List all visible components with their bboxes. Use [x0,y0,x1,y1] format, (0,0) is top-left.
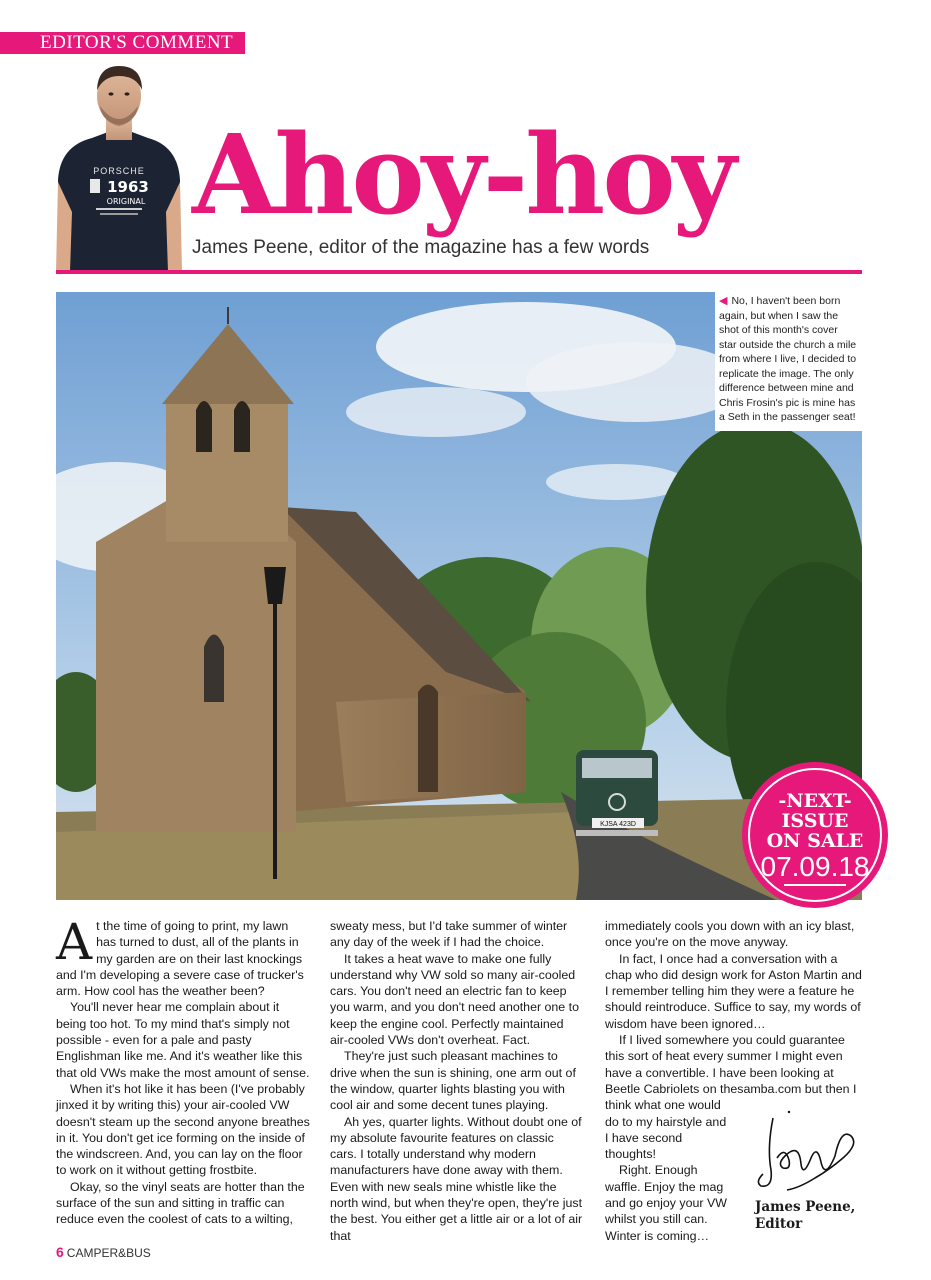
article-paragraph: When it's hot like it has been (I've probably jinxed it by writing this) your air-cooled VW doesn't steam up the second anyone breathes in it. You don't get ice forming on the inside of the windscreen. And, you can lay on the floor to work on it without getting frostbite. [56,1081,310,1178]
page-number: 6 [56,1244,64,1260]
article-narrow-block [605,1097,730,1244]
shirt-tagline: ORIGINAL [106,197,146,206]
standfirst: James Peene, editor of the magazine has a few words [192,237,650,258]
shirt-year: 1963 [107,178,149,196]
caption-pointer-icon: ◀ [719,295,728,307]
editor-signature [755,1108,865,1198]
page-folio [56,1244,151,1260]
photo-caption-text: No, I haven't been born again, but when I saw the shot of this month's cover star outside the church a mile from where I live, I decided to replicate the image. The only difference between mine and Chris Frosin's pic is mine has a Seth in the passenger seat! [719,295,857,423]
magazine-name: CAMPER&BUS [66,1246,151,1260]
article-paragraph: immediately cools you down with an icy blast, once you're on the move anyway. [605,919,855,950]
article-column-1 [56,913,310,1228]
title-rule [56,270,862,274]
drop-cap: A [56,913,93,971]
paragraph-text: t the time of going to print, my lawn has turned to dust, all of the plants in my garden are on their last knockings and I'm developing a severe case of trucker's arm. How cool has the weather been? [56,919,304,999]
article-paragraph: You'll never hear me complain about it being too hot. To my mind that's simply not possible - even for a pale and pasty Englishman like me. And it's weather like this that old VWs make the most amount of sense. [56,1000,310,1080]
signoff [755,1199,855,1233]
article-paragraph: It takes a heat wave to make one fully understand why VW sold so many air-cooled cars. You don't need an electric fan to keep you warm, and you don't need another one to keep the engine cool. Perfectly maintained air-cooled VWs don't overheat. Fact. [330,951,579,1048]
article-paragraph: In fact, I once had a conversation with a chap who did design work for Aston Martin and I remember telling him they were a feature he should reintroduce. Suffice to say, my words of wisdom have been ignored… [605,951,862,1031]
page-title: Ahoy-hoy [192,110,734,239]
badge-line-next: -NEXT- [778,790,852,812]
next-issue-badge [742,762,888,908]
editor-portrait [56,62,182,272]
signoff-role: Editor [755,1216,803,1232]
article-paragraph: They're just such pleasant machines to drive when the sun is shining, one arm out of the window, quarter lights blasting you with cool air and some decent tunes playing. [330,1049,576,1113]
badge-on-sale-date: 07.09.18 [760,851,870,882]
shirt-brand: PORSCHE [93,166,145,176]
article-paragraph: Okay, so the vinyl seats are hotter than the surface of the sun and sitting in traffic can reduce even the coolest of cats to a wilting, [56,1179,305,1227]
article-paragraph: think what one would do to my hairstyle and I have second thoughts! [605,1098,727,1162]
van-number-plate: KJSA 423D [600,821,636,828]
article-paragraph: If I lived somewhere you could guarantee this sort of heat every summer I might even have a convertible. I have been looking at Beetle Cabriolets on thesamba.com but then I [605,1033,857,1096]
article-paragraph [56,913,310,999]
article-column-2 [330,918,584,1244]
signoff-name: James Peene, [755,1199,856,1215]
article-paragraph: Right. Enough waffle. Enjoy the mag and go enjoy your VW whilst you still can. Winter is coming… [605,1163,727,1243]
article-paragraph: sweaty mess, but I'd take summer of winter any day of the week if I had the choice. [330,919,568,950]
badge-date-underline [784,884,846,886]
photo-caption [715,292,862,431]
badge-line-issue: ISSUE [781,810,849,832]
section-tag: EDITOR'S COMMENT [0,32,245,54]
article-paragraph: Ah yes, quarter lights. Without doubt one of my absolute favourite features on classic cars. I totally understand why modern manufacturers have done away with them. Even with new seals mine whistle like the north wind, but when they're open, they're just the best. You either get a little air or a lot of air that [330,1114,583,1243]
badge-line-on-sale: ON SALE [766,830,864,852]
